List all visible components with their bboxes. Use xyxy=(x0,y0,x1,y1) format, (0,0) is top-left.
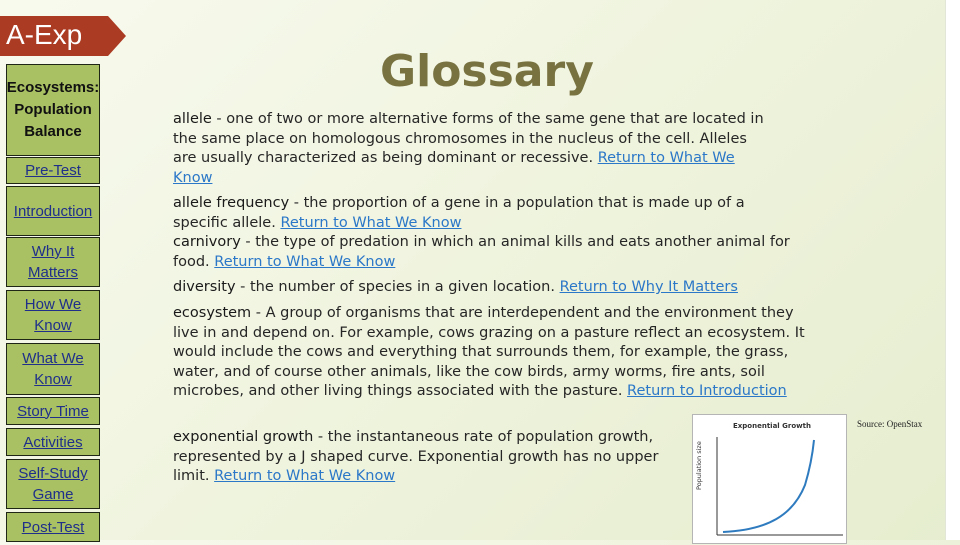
glossary-definition: - the number of species in a given location. xyxy=(235,279,560,295)
glossary-definition: - A group of organisms that are interdependent and the environment they live in and depend on. For example, cows grazing on a pasture reflect an ecosystem. It would include the cows and everything that surrounds them, for example, the grass, water, and of course other animals, like the cow birds, army worms, fire ants, soil microbes, and other living things associated with the pasture. xyxy=(173,305,805,399)
sidebar-item-what-we-know[interactable]: What We Know xyxy=(6,343,100,395)
glossary-definition: - the type of predation in which an animal kills and eats another animal for food. xyxy=(173,234,790,270)
banner-title: A-Exp xyxy=(6,19,83,50)
return-link-what-we-know[interactable]: Return to What We Know xyxy=(214,468,396,484)
glossary-term: allele frequency xyxy=(173,195,290,211)
page-title: Glossary xyxy=(380,46,594,97)
return-link-what-we-know[interactable]: Return to What We Know xyxy=(173,150,735,186)
right-edge-strip xyxy=(945,0,960,540)
return-link-introduction[interactable]: Return to Introduction xyxy=(627,383,787,399)
sidebar-item-activities[interactable]: Activities xyxy=(6,428,100,456)
figure-title: Exponential Growth xyxy=(733,422,811,430)
glossary-term: diversity xyxy=(173,279,236,295)
return-link-why-it-matters[interactable]: Return to Why It Matters xyxy=(559,279,738,295)
glossary-entry-carnivory xyxy=(173,233,803,272)
return-link-what-we-know[interactable]: Return to What We Know xyxy=(280,214,462,231)
sidebar-item-story-time[interactable]: Story Time xyxy=(6,397,100,425)
glossary-term: allele xyxy=(173,111,212,127)
glossary-entry-allele xyxy=(173,110,773,188)
glossary-term: ecosystem xyxy=(173,305,252,321)
sidebar-item-introduction[interactable]: Introduction xyxy=(6,186,100,236)
header-banner-arrow xyxy=(108,16,126,56)
sidebar-item-how-we-know[interactable]: How We Know xyxy=(6,290,100,340)
glossary-definition: - the proportion of a gene in a population that is made up of a specific allele. xyxy=(173,195,745,231)
glossary-entry-exponential-growth xyxy=(173,428,683,487)
glossary-definition: - one of two or more alternative forms of the same gene that are located in the same place on homologous chromosomes in the nucleus of the cell. Alleles are usually characterized as being dominant or recessive. xyxy=(173,111,764,166)
glossary-entry-diversity xyxy=(173,278,833,298)
exponential-growth-figure xyxy=(692,414,847,544)
glossary-term: carnivory xyxy=(173,234,241,250)
glossary-definition: - the instantaneous rate of population growth, represented by a J shaped curve. Exponential growth has no upper limit. xyxy=(173,429,659,484)
sidebar-item-self-study-game[interactable]: Self-Study Game xyxy=(6,459,100,509)
sidebar-item-post-test[interactable]: Post-Test xyxy=(6,512,100,542)
figure-y-label: Population size xyxy=(695,441,703,490)
glossary-term: exponential growth xyxy=(173,429,314,445)
sidebar-module-title: Ecosystems: Population Balance xyxy=(6,64,100,156)
return-link-what-we-know[interactable]: Return to What We Know xyxy=(214,253,396,270)
glossary-entry-ecosystem xyxy=(173,304,813,402)
sidebar-item-why-it-matters[interactable]: Why It Matters xyxy=(6,237,100,287)
sidebar-item-pre-test[interactable]: Pre-Test xyxy=(6,157,100,184)
glossary-entry-allele-frequency xyxy=(173,194,803,233)
j-shaped-curve xyxy=(723,440,814,532)
figure-source: Source: OpenStax xyxy=(857,419,923,429)
growth-curve-plot xyxy=(693,415,848,545)
